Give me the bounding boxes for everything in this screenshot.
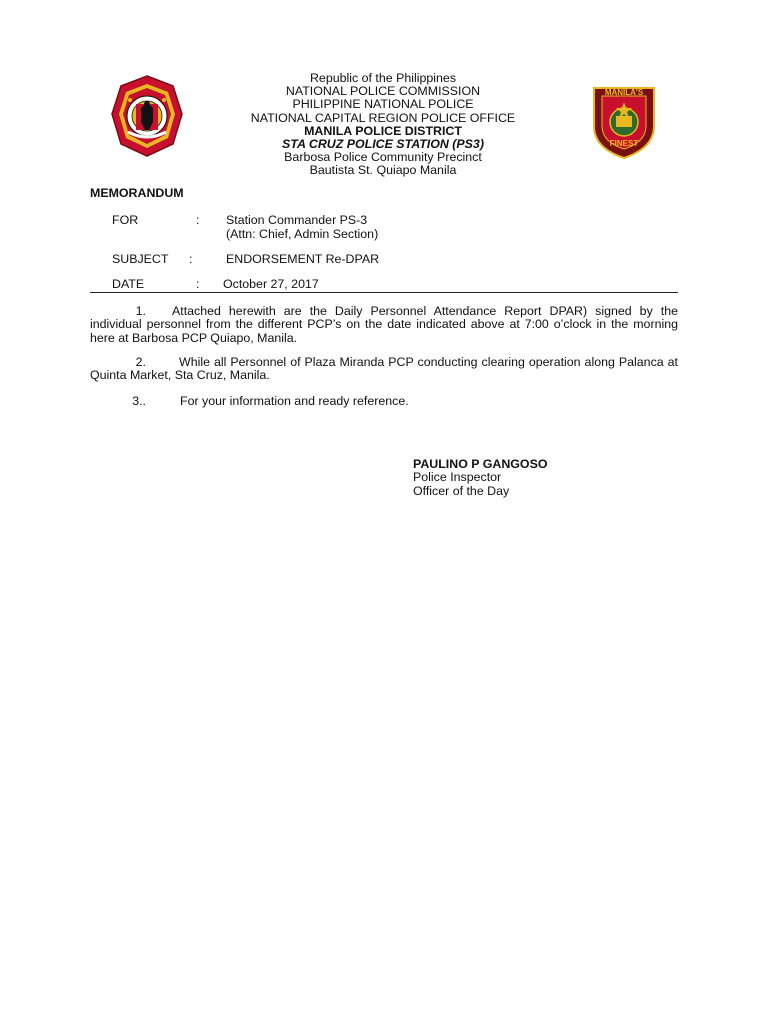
badge-bottom-text: FINEST (609, 139, 639, 148)
letterhead-address: Bautista St. Quiapo Manila (309, 163, 457, 178)
header-divider (90, 292, 678, 293)
paragraph-2 (90, 356, 678, 383)
for-attn-value: (Attn: Chief, Admin Section) (226, 227, 379, 241)
letterhead-precinct: Barbosa Police Community Precinct (284, 150, 482, 165)
paragraph-3 (90, 395, 678, 408)
subject-label: SUBJECT (112, 252, 169, 266)
paragraph-3-number: 3.. (132, 394, 146, 408)
paragraph-3-text: For your information and ready reference. (180, 394, 409, 408)
paragraph-1-text: Attached herewith are the Daily Personnel Attendance Report DPAR) signed by the individual personnel from the different PCP’s on the date indicated above at 7:00 o’clock in the morning here at Barbosa PCP Quiapo, Manila. (90, 304, 678, 345)
paragraph-1-number: 1. (135, 304, 146, 318)
letterhead-station: STA CRUZ POLICE STATION (PS3) (282, 137, 484, 152)
for-label: FOR (112, 213, 139, 227)
memo-title: MEMORANDUM (90, 186, 184, 200)
letterhead-district: MANILA POLICE DISTRICT (304, 123, 462, 138)
signatory-position: Officer of the Day (413, 483, 510, 498)
letterhead-line-4: NATIONAL CAPITAL REGION POLICE OFFICE (250, 110, 516, 125)
for-colon: : (196, 213, 200, 227)
letterhead-line-3: PHILIPPINE NATIONAL POLICE (292, 97, 474, 112)
paragraph-2-text: While all Personnel of Plaza Miranda PCP conducting clearing operation along Palanca at Quinta Market, Sta Cruz, Manila. (90, 355, 678, 383)
letterhead-line-1: Republic of the Philippines (309, 71, 457, 85)
subject-colon: : (189, 252, 193, 266)
signatory-rank: Police Inspector (413, 470, 502, 485)
pnp-seal-icon (110, 74, 184, 158)
date-colon: : (196, 277, 200, 291)
paragraph-1 (90, 305, 678, 345)
paragraph-2-number: 2. (135, 355, 146, 369)
date-value: October 27, 2017 (223, 277, 319, 291)
date-label: DATE (112, 277, 145, 291)
letterhead (190, 72, 576, 178)
manilas-finest-badge-icon (588, 82, 660, 160)
for-value: Station Commander PS-3 (226, 213, 368, 227)
signatory-name: PAULINO P GANGOSO (413, 457, 548, 471)
subject-value: ENDORSEMENT Re-DPAR (226, 252, 380, 266)
letterhead-line-2: NATIONAL POLICE COMMISSION (285, 84, 481, 99)
signature-block (413, 458, 547, 498)
badge-top-text: MANILA'S (604, 88, 644, 97)
